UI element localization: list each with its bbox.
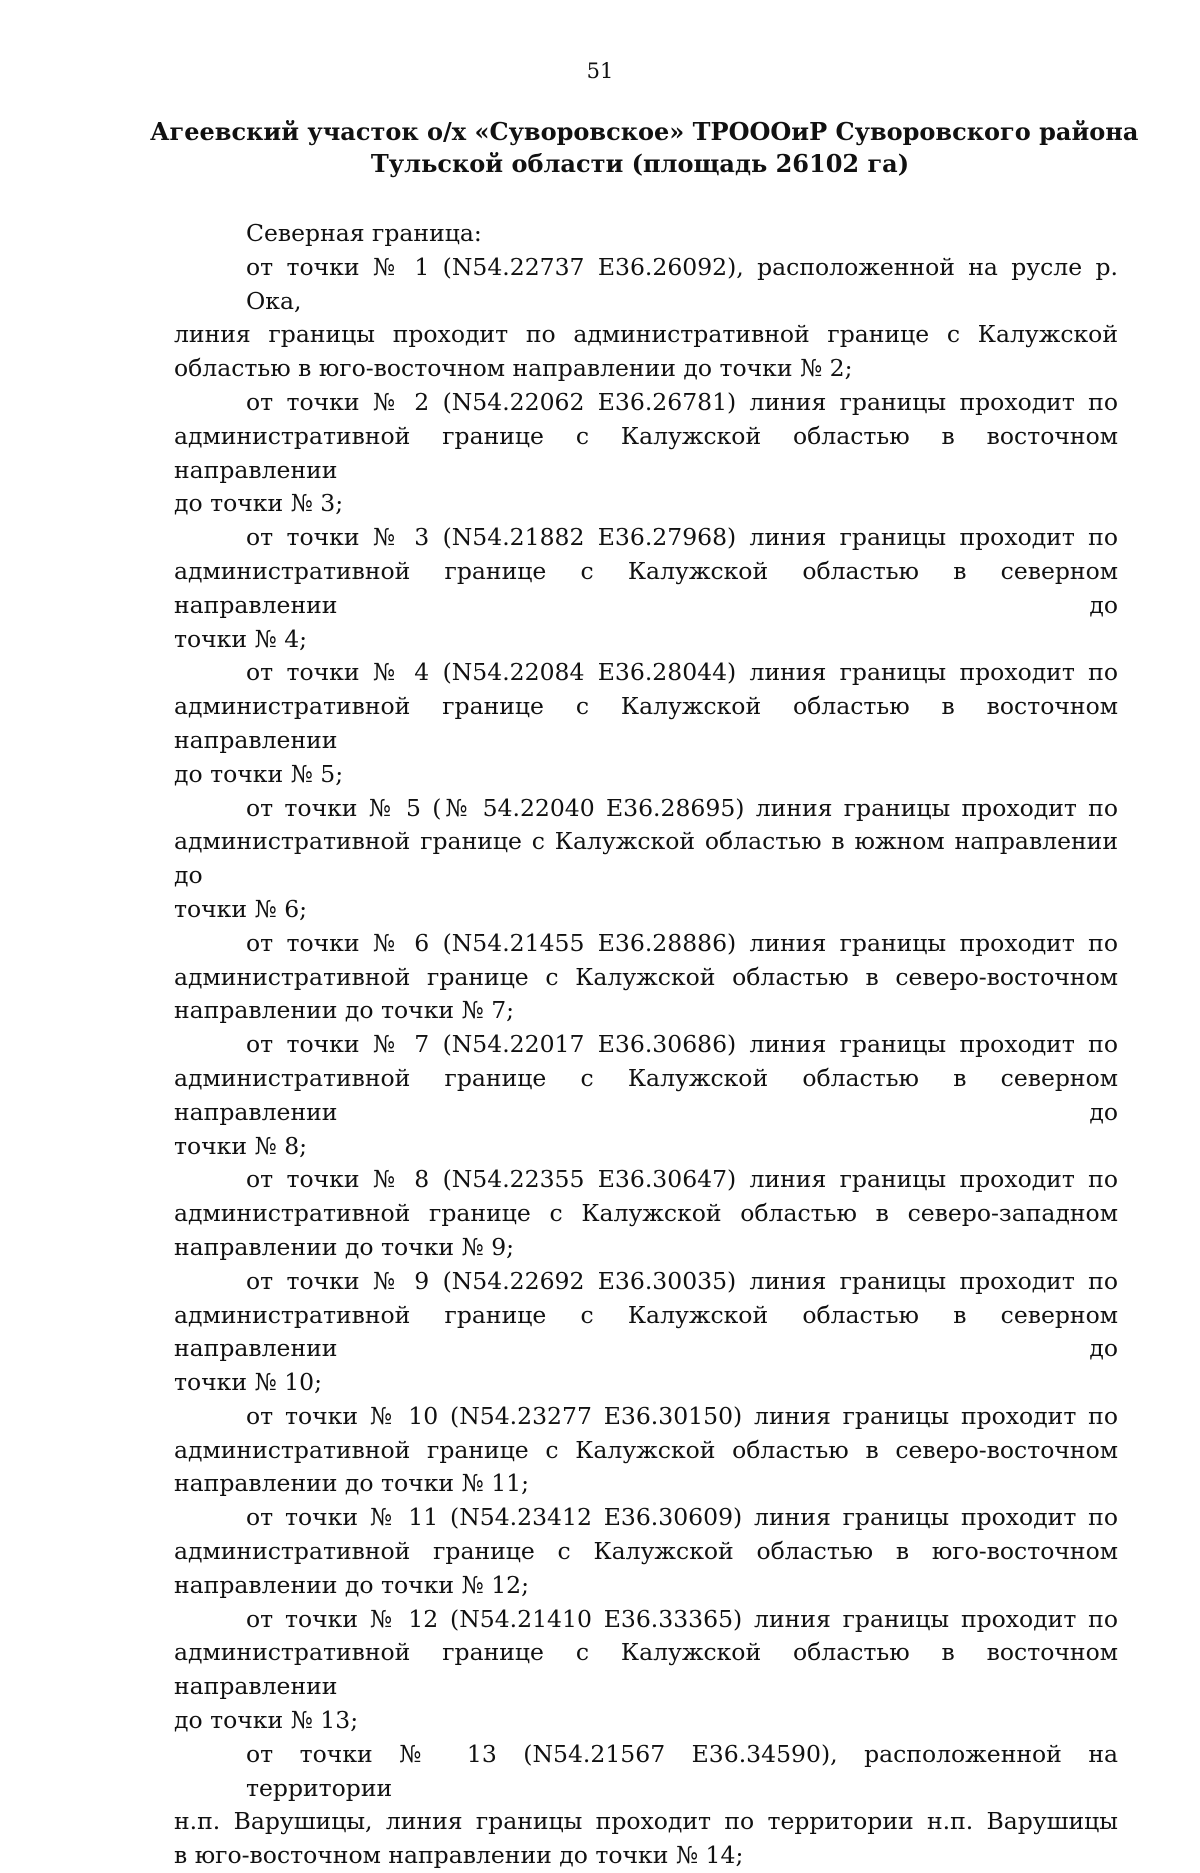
paragraph-line: до точки № 3; [174, 489, 344, 518]
paragraph-line: административной границе с Калужской областью в северо-западном [174, 1199, 1118, 1228]
paragraph-line: административной границе с Калужской областью в северном направлении до [174, 556, 1118, 619]
paragraph-line: от точки № 2 (N54.22062 E36.26781) линия границы проходит по [246, 387, 1118, 416]
paragraph-line: административной границе с Калужской областью в северо-восточном [174, 962, 1118, 991]
page-number: 51 [586, 59, 614, 83]
paragraph-line: административной границе с Калужской областью в восточном направлении [174, 421, 1118, 484]
boundary-paragraph [174, 521, 1118, 656]
paragraph-line: в юго-восточном направлении до точки № 14; [174, 1841, 744, 1870]
paragraph-line: административной границе с Калужской областью в северо-восточном [174, 1435, 1118, 1464]
title-line-1: Агеевский участок о/х «Суворовское» ТРОООиР Суворовского района [150, 117, 1139, 146]
paragraph-line: направлении до точки № 11; [174, 1469, 530, 1498]
paragraph-line: от точки № 8 (N54.22355 E36.30647) линия границы проходит по [246, 1165, 1118, 1194]
boundary-paragraph [174, 251, 1118, 386]
paragraph-line: от точки № 4 (N54.22084 E36.28044) линия границы проходит по [246, 658, 1118, 687]
paragraph-line: административной границе с Калужской областью в северном направлении до [174, 1300, 1118, 1363]
paragraph-line: от точки № 1 (N54.22737 E36.26092), расположенной на русле р. Ока, [246, 252, 1118, 315]
paragraph-line: направлении до точки № 12; [174, 1570, 530, 1599]
paragraph-line: от точки № 5 (№ 54.22040 E36.28695) линия границы проходит по [246, 793, 1118, 822]
paragraph-line: точки № 8; [174, 1131, 308, 1160]
boundary-paragraph [174, 1738, 1118, 1873]
paragraph-line: от точки № 13 (N54.21567 E36.34590), расположенной на территории [246, 1739, 1118, 1802]
title-line-2: Тульской области (площадь 26102 га) [370, 149, 910, 178]
paragraph-line: направлении до точки № 9; [174, 1232, 515, 1261]
boundary-paragraph [174, 1603, 1118, 1738]
paragraph-line: административной границе с Калужской областью в юго-восточном [174, 1537, 1118, 1566]
boundary-paragraph [174, 656, 1118, 791]
boundary-paragraph [174, 1400, 1118, 1501]
boundary-paragraph [174, 1265, 1118, 1400]
section-heading: Северная граница: [246, 219, 482, 247]
paragraph-line: административной границе с Калужской областью в северном направлении до [174, 1063, 1118, 1126]
paragraph-line: областью в юго-восточном направлении до точки № 2; [174, 354, 853, 383]
paragraph-line: точки № 4; [174, 624, 308, 653]
document-body [174, 217, 1118, 1873]
paragraph-line: линия границы проходит по административной границе с Калужской [174, 320, 1118, 349]
paragraph-line: н.п. Варушицы, линия границы проходит по территории н.п. Варушицы [174, 1807, 1118, 1836]
paragraph-line: от точки № 12 (N54.21410 E36.33365) линия границы проходит по [246, 1604, 1118, 1633]
paragraph-line: до точки № 13; [174, 1706, 359, 1735]
boundary-paragraph [174, 1501, 1118, 1602]
paragraph-line: до точки № 5; [174, 759, 344, 788]
paragraph-line: направлении до точки № 7; [174, 996, 515, 1025]
paragraph-line: от точки № 6 (N54.21455 E36.28886) линия границы проходит по [246, 928, 1118, 957]
paragraph-line: от точки № 9 (N54.22692 E36.30035) линия границы проходит по [246, 1266, 1118, 1295]
paragraph-line: административной границе с Калужской областью в восточном направлении [174, 1638, 1118, 1701]
paragraph-line: от точки № 10 (N54.23277 E36.30150) линия границы проходит по [246, 1401, 1118, 1430]
paragraph-line: от точки № 3 (N54.21882 E36.27968) линия границы проходит по [246, 523, 1118, 552]
paragraph-line: точки № 10; [174, 1368, 323, 1397]
paragraph-line: административной границе с Калужской областью в восточном направлении [174, 692, 1118, 754]
paragraph-line: от точки № 7 (N54.22017 E36.30686) линия границы проходит по [246, 1030, 1118, 1059]
boundary-paragraph [174, 792, 1118, 927]
boundary-paragraph [174, 1163, 1118, 1264]
document-title [150, 116, 1139, 180]
boundary-paragraph [174, 386, 1118, 521]
paragraph-line: административной границе с Калужской областью в южном направлении до [174, 827, 1118, 890]
boundary-paragraph [174, 927, 1118, 1028]
paragraph-line: точки № 6; [174, 894, 308, 923]
boundary-paragraph [174, 1028, 1118, 1163]
paragraph-line: от точки № 11 (N54.23412 E36.30609) линия границы проходит по [246, 1503, 1118, 1532]
